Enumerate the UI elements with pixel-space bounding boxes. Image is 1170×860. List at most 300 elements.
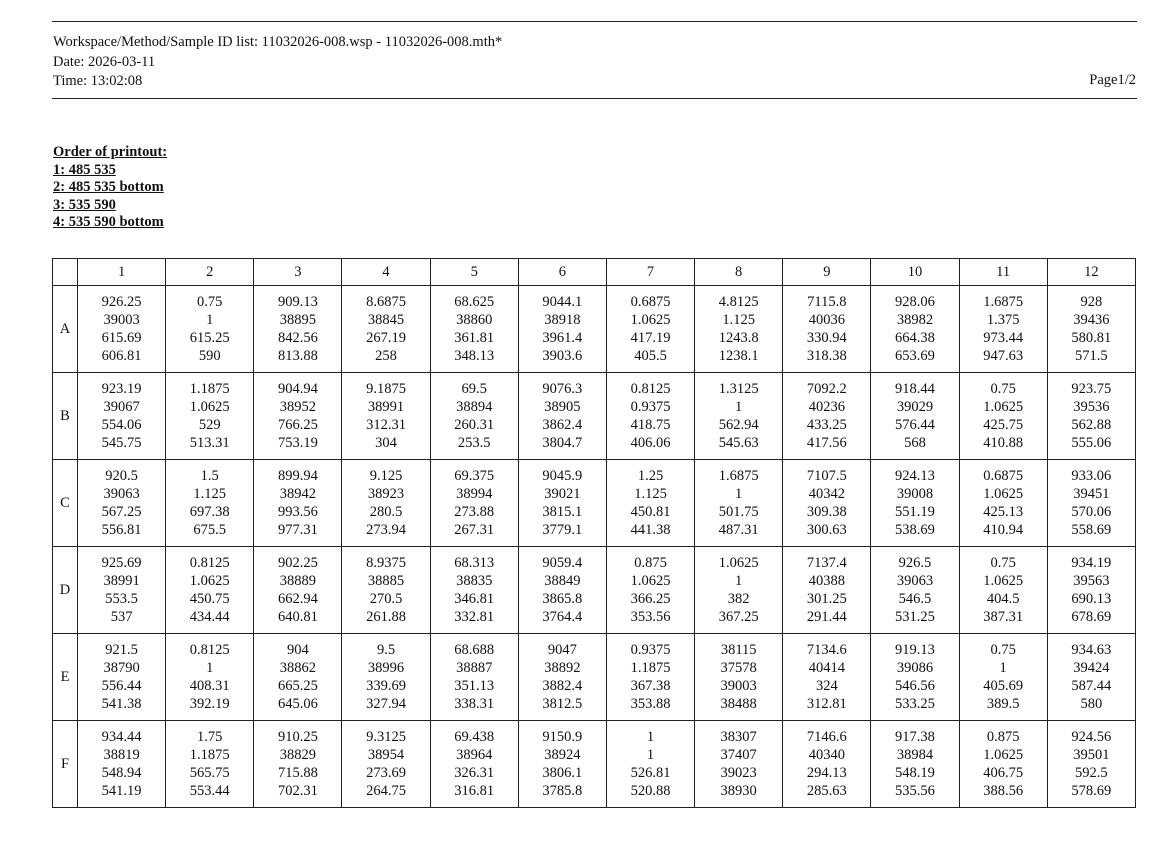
well-value: 1 (999, 660, 1007, 676)
row-label: E (53, 634, 78, 721)
well-value: 753.19 (277, 435, 318, 451)
well-value: 332.81 (454, 609, 495, 625)
well-value: 9.125 (369, 468, 403, 484)
well-cell (695, 721, 783, 808)
well-value: 926.25 (101, 294, 142, 310)
well-value: 38885 (367, 573, 405, 589)
well-value: 562.94 (718, 417, 759, 433)
well-cell (254, 373, 342, 460)
well-value: 606.81 (101, 348, 142, 364)
well-value: 1.1875 (189, 381, 230, 397)
well-value: 3903.6 (542, 348, 583, 364)
well-cell (1047, 721, 1135, 808)
well-value: 697.38 (189, 504, 230, 520)
well-value: 546.56 (895, 678, 935, 694)
column-header: 4 (342, 259, 430, 286)
well-value: 0.875 (986, 729, 1020, 745)
table-row (53, 547, 1136, 634)
well-value: 1.0625 (189, 573, 230, 589)
well-value: 39067 (103, 399, 140, 415)
well-value: 38307 (720, 729, 757, 745)
well-cell (959, 721, 1047, 808)
well-value: 535.56 (895, 783, 935, 799)
well-value: 551.19 (895, 504, 935, 520)
well-value: 353.56 (630, 609, 671, 625)
well-value: 37407 (720, 747, 757, 763)
well-value: 0.75 (990, 642, 1016, 658)
well-value: 555.06 (1071, 435, 1112, 451)
column-header: 12 (1047, 259, 1135, 286)
well-cell (342, 634, 430, 721)
well-value: 1.0625 (983, 747, 1024, 763)
well-value: 0.875 (634, 555, 667, 571)
well-value: 38996 (367, 660, 405, 676)
well-cell (78, 460, 166, 547)
well-value: 933.06 (1071, 468, 1112, 484)
well-value: 3804.7 (542, 435, 583, 451)
well-value: 417.56 (806, 435, 847, 451)
well-value: 1.0625 (983, 486, 1024, 502)
well-cell (78, 286, 166, 373)
well-value: 580.81 (1071, 330, 1112, 346)
well-value: 1.25 (637, 468, 664, 484)
well-value: 7137.4 (806, 555, 847, 571)
well-cell (254, 721, 342, 808)
well-value: 38954 (367, 747, 405, 763)
well-value: 576.44 (895, 417, 935, 433)
well-value: 0.8125 (630, 381, 671, 397)
well-value: 842.56 (277, 330, 318, 346)
well-value: 318.38 (806, 348, 847, 364)
well-value: 1 (735, 573, 743, 589)
column-header: 5 (430, 259, 518, 286)
well-value: 434.44 (189, 609, 230, 625)
well-value: 38887 (456, 660, 493, 676)
row-label: C (53, 460, 78, 547)
well-value: 1 (206, 660, 214, 676)
well-value: 923.19 (101, 381, 142, 397)
well-value: 1.6875 (718, 468, 759, 484)
well-value: 533.25 (895, 696, 935, 712)
well-value: 1.0625 (718, 555, 759, 571)
well-cell (1047, 286, 1135, 373)
well-value: 7107.5 (806, 468, 847, 484)
date-line: Date: 2026-03-11 (53, 53, 156, 70)
plate-data-table (52, 258, 1136, 808)
well-value: 38905 (544, 399, 581, 415)
well-value: 7092.2 (806, 381, 847, 397)
well-value: 545.75 (101, 435, 142, 451)
column-header: 3 (254, 259, 342, 286)
well-value: 40342 (808, 486, 845, 502)
well-value: 39086 (896, 660, 934, 676)
well-value: 501.75 (718, 504, 759, 520)
well-value: 904.94 (277, 381, 318, 397)
well-value: 1 (735, 399, 743, 415)
well-value: 567.25 (101, 504, 142, 520)
well-value: 1.0625 (983, 399, 1024, 415)
well-cell (166, 286, 254, 373)
column-header: 1 (78, 259, 166, 286)
well-value: 1.125 (634, 486, 667, 502)
well-value: 68.688 (454, 642, 495, 658)
order-item: 3: 535 590 (53, 196, 116, 213)
well-cell (783, 547, 871, 634)
well-cell (518, 547, 606, 634)
well-value: 38819 (103, 747, 140, 763)
table-row (53, 373, 1136, 460)
well-value: 973.44 (983, 330, 1024, 346)
well-cell (430, 373, 518, 460)
well-value: 405.5 (634, 348, 667, 364)
well-value: 0.8125 (189, 642, 230, 658)
well-cell (430, 634, 518, 721)
well-value: 326.31 (454, 765, 495, 781)
well-value: 312.81 (806, 696, 847, 712)
well-value: 7134.6 (806, 642, 847, 658)
well-value: 339.69 (366, 678, 406, 694)
well-cell (695, 460, 783, 547)
well-value: 0.9375 (630, 399, 671, 415)
well-cell (254, 634, 342, 721)
well-value: 0.75 (990, 555, 1016, 571)
well-value: 9150.9 (542, 729, 583, 745)
well-value: 38952 (279, 399, 317, 415)
well-value: 406.75 (983, 765, 1024, 781)
well-value: 39436 (1073, 312, 1110, 328)
well-value: 69.375 (454, 468, 495, 484)
row-label: B (53, 373, 78, 460)
well-cell (1047, 373, 1135, 460)
well-value: 977.31 (277, 522, 318, 538)
well-value: 1.6875 (983, 294, 1024, 310)
well-cell (342, 286, 430, 373)
well-value: 351.13 (454, 678, 495, 694)
well-value: 387.31 (983, 609, 1024, 625)
well-value: 450.75 (189, 591, 230, 607)
well-value: 260.31 (454, 417, 495, 433)
well-cell (518, 721, 606, 808)
well-value: 3865.8 (542, 591, 583, 607)
well-value: 69.438 (454, 729, 495, 745)
well-value: 280.5 (369, 504, 403, 520)
well-value: 8.6875 (366, 294, 406, 310)
well-cell (254, 460, 342, 547)
well-value: 556.81 (101, 522, 142, 538)
well-value: 38790 (103, 660, 140, 676)
well-value: 366.25 (630, 591, 671, 607)
well-value: 3815.1 (542, 504, 583, 520)
well-value: 920.5 (105, 468, 138, 484)
well-value: 39563 (1073, 573, 1110, 589)
well-value: 7146.6 (806, 729, 847, 745)
well-value: 1243.8 (718, 330, 759, 346)
well-cell (959, 460, 1047, 547)
well-value: 3806.1 (542, 765, 583, 781)
table-row (53, 460, 1136, 547)
well-value: 273.88 (454, 504, 495, 520)
well-cell (783, 286, 871, 373)
well-value: 294.13 (806, 765, 847, 781)
table-body (53, 286, 1136, 808)
well-value: 38115 (720, 642, 757, 658)
well-value: 3779.1 (542, 522, 583, 538)
well-value: 925.69 (101, 555, 142, 571)
well-value: 993.56 (277, 504, 318, 520)
well-value: 934.44 (101, 729, 142, 745)
well-value: 285.63 (806, 783, 847, 799)
top-divider (52, 21, 1137, 22)
well-value: 0.8125 (189, 555, 230, 571)
well-cell (959, 373, 1047, 460)
well-value: 546.5 (898, 591, 932, 607)
well-value: 392.19 (189, 696, 230, 712)
well-value: 38918 (544, 312, 581, 328)
well-value: 388.56 (983, 783, 1024, 799)
well-value: 570.06 (1071, 504, 1112, 520)
well-cell (695, 634, 783, 721)
well-cell (871, 460, 959, 547)
well-cell (695, 373, 783, 460)
well-value: 813.88 (277, 348, 318, 364)
well-value: 910.25 (277, 729, 318, 745)
well-cell (1047, 460, 1135, 547)
well-value: 3961.4 (542, 330, 583, 346)
well-value: 571.5 (1075, 348, 1108, 364)
well-value: 367.25 (718, 609, 759, 625)
well-cell (342, 373, 430, 460)
well-value: 38930 (720, 783, 757, 799)
well-value: 924.13 (895, 468, 935, 484)
well-value: 9045.9 (542, 468, 583, 484)
well-cell (430, 547, 518, 634)
well-value: 38964 (456, 747, 493, 763)
well-value: 919.13 (895, 642, 935, 658)
well-cell (871, 547, 959, 634)
well-value: 923.75 (1071, 381, 1112, 397)
well-cell (518, 460, 606, 547)
well-cell (254, 286, 342, 373)
well-value: 3882.4 (542, 678, 583, 694)
well-value: 38488 (720, 696, 757, 712)
well-value: 408.31 (189, 678, 230, 694)
well-value: 258 (375, 348, 397, 364)
well-value: 553.44 (189, 783, 230, 799)
well-value: 361.81 (454, 330, 495, 346)
well-value: 389.5 (986, 696, 1020, 712)
column-header: 2 (166, 259, 254, 286)
well-cell (871, 286, 959, 373)
well-value: 38862 (279, 660, 317, 676)
well-value: 653.69 (895, 348, 935, 364)
well-value: 270.5 (369, 591, 403, 607)
well-value: 556.44 (101, 678, 142, 694)
well-cell (871, 634, 959, 721)
well-value: 541.19 (101, 783, 142, 799)
well-value: 405.69 (983, 678, 1024, 694)
table-row (53, 721, 1136, 808)
well-value: 1.3125 (718, 381, 759, 397)
well-value: 39029 (896, 399, 934, 415)
well-value: 433.25 (806, 417, 847, 433)
well-value: 766.25 (277, 417, 318, 433)
well-value: 38829 (279, 747, 317, 763)
well-cell (518, 634, 606, 721)
well-value: 1.125 (722, 312, 755, 328)
well-cell (342, 547, 430, 634)
well-value: 3764.4 (542, 609, 583, 625)
order-title: Order of printout: (53, 144, 168, 160)
well-cell (342, 721, 430, 808)
well-cell (695, 547, 783, 634)
well-value: 346.81 (454, 591, 495, 607)
well-value: 38849 (544, 573, 581, 589)
well-value: 312.31 (366, 417, 406, 433)
well-value: 39536 (1073, 399, 1110, 415)
well-cell (606, 373, 694, 460)
well-value: 715.88 (277, 765, 318, 781)
well-value: 309.38 (806, 504, 847, 520)
header-divider (52, 98, 1137, 99)
well-value: 592.5 (1075, 765, 1108, 781)
well-value: 918.44 (895, 381, 935, 397)
order-of-printout (53, 144, 167, 232)
well-value: 558.69 (1071, 522, 1112, 538)
well-value: 590 (198, 348, 221, 364)
well-cell (959, 634, 1047, 721)
well-cell (783, 721, 871, 808)
well-value: 39424 (1073, 660, 1110, 676)
well-cell (1047, 547, 1135, 634)
well-cell (959, 286, 1047, 373)
column-header-row (53, 259, 1136, 286)
well-cell (606, 547, 694, 634)
well-cell (959, 547, 1047, 634)
well-cell (78, 373, 166, 460)
well-value: 273.69 (366, 765, 406, 781)
well-cell (166, 547, 254, 634)
well-value: 418.75 (630, 417, 671, 433)
well-value: 38984 (896, 747, 934, 763)
well-value: 554.06 (101, 417, 142, 433)
well-value: 513.31 (189, 435, 230, 451)
well-value: 587.44 (1071, 678, 1112, 694)
well-value: 39501 (1073, 747, 1110, 763)
well-value: 9047 (547, 642, 577, 658)
well-cell (166, 373, 254, 460)
well-value: 264.75 (366, 783, 406, 799)
well-value: 410.88 (983, 435, 1024, 451)
well-cell (695, 286, 783, 373)
well-value: 553.5 (105, 591, 138, 607)
well-value: 348.13 (454, 348, 495, 364)
well-value: 382 (727, 591, 750, 607)
well-value: 38835 (456, 573, 493, 589)
well-value: 702.31 (277, 783, 318, 799)
page-number: Page1/2 (1089, 72, 1136, 88)
well-value: 3785.8 (542, 783, 583, 799)
well-value: 934.63 (1071, 642, 1112, 658)
well-value: 353.88 (630, 696, 671, 712)
well-value: 39063 (896, 573, 934, 589)
well-value: 40340 (808, 747, 845, 763)
well-cell (430, 460, 518, 547)
row-label: A (53, 286, 78, 373)
well-value: 261.88 (366, 609, 406, 625)
well-value: 909.13 (277, 294, 318, 310)
well-value: 9.5 (376, 642, 396, 658)
well-value: 1.1875 (189, 747, 230, 763)
well-cell (606, 721, 694, 808)
well-value: 924.56 (1071, 729, 1112, 745)
well-value: 450.81 (630, 504, 671, 520)
well-value: 645.06 (277, 696, 318, 712)
column-header: 7 (606, 259, 694, 286)
column-header: 10 (871, 259, 959, 286)
well-cell (78, 547, 166, 634)
well-value: 38889 (279, 573, 317, 589)
well-value: 640.81 (277, 609, 318, 625)
well-cell (518, 286, 606, 373)
well-cell (1047, 634, 1135, 721)
well-value: 40036 (808, 312, 845, 328)
well-value: 664.38 (895, 330, 935, 346)
well-cell (166, 721, 254, 808)
well-value: 38845 (367, 312, 405, 328)
well-value: 3862.4 (542, 417, 583, 433)
well-value: 934.19 (1071, 555, 1112, 571)
well-value: 1.125 (193, 486, 227, 502)
well-value: 1.5 (200, 468, 219, 484)
column-header: 6 (518, 259, 606, 286)
well-value: 541.38 (101, 696, 142, 712)
well-value: 37578 (720, 660, 757, 676)
well-value: 0.6875 (983, 468, 1024, 484)
well-value: 40388 (808, 573, 845, 589)
well-value: 487.31 (718, 522, 759, 538)
well-value: 548.19 (895, 765, 935, 781)
well-value: 338.31 (454, 696, 495, 712)
well-cell (166, 460, 254, 547)
workspace-line: Workspace/Method/Sample ID list: 11032026-008.wsp - 11032026-008.mth* (53, 34, 503, 50)
well-cell (783, 634, 871, 721)
well-cell (783, 373, 871, 460)
well-value: 39003 (103, 312, 140, 328)
well-value: 9.3125 (366, 729, 406, 745)
well-value: 568 (904, 435, 926, 451)
well-value: 38982 (896, 312, 934, 328)
table-row (53, 286, 1136, 373)
corner-cell (53, 259, 78, 286)
well-value: 9076.3 (542, 381, 583, 397)
well-value: 40414 (808, 660, 845, 676)
well-value: 39008 (896, 486, 934, 502)
well-value: 367.38 (630, 678, 671, 694)
well-value: 921.5 (105, 642, 138, 658)
well-value: 301.25 (806, 591, 847, 607)
well-value: 9.1875 (366, 381, 406, 397)
well-value: 520.88 (630, 783, 671, 799)
well-value: 40236 (808, 399, 845, 415)
well-value: 39023 (720, 765, 757, 781)
well-value: 545.63 (718, 435, 759, 451)
well-value: 38991 (367, 399, 405, 415)
well-value: 562.88 (1071, 417, 1112, 433)
well-cell (78, 634, 166, 721)
well-value: 68.625 (454, 294, 495, 310)
well-value: 291.44 (806, 609, 847, 625)
well-value: 38942 (279, 486, 317, 502)
